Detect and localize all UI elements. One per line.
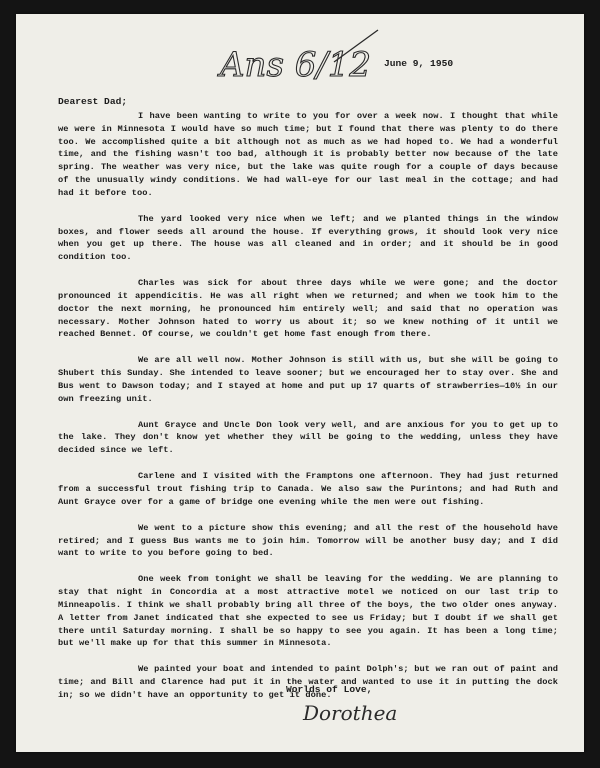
paragraph-7: We went to a picture show this evening; and all the rest of the household have retired; and I guess Bus wants me to join him. Tomorrow will be another busy day; and I did want to write to you before going to bed.	[58, 522, 558, 559]
closing: Worlds of Love,	[286, 684, 373, 695]
paragraph-6: Carlene and I visited with the Framptons one afternoon. They had just returned from a successful trout fishing trip to Canada. We also saw the Purintons; and had Ruth and Aunt Grayce over for a game of bridge one evening while the men were out fishing.	[58, 471, 558, 507]
signature-text: Dorothea	[303, 701, 398, 725]
letter-date: June 9, 1950	[384, 58, 454, 69]
paragraph-9: We painted your boat and intended to paint Dolph's; but we ran out of paint and time; and Bill and Clarence had put it in the water and wanted to use it in putting the dock in; so we didn't have an opportunity to get it done.	[58, 664, 558, 700]
paragraph-1: I have been wanting to write to you for over a week now. I thought that while we were in Minnesota I would have so much time; but I found that there was plenty to do there too. We accomplished quite a bit although not as much as we had hoped to. We had a wonderful time, and the fishing wasn't too bad, although it is probably better now because of the late spring. The weather was very nice, but the lake was quite rough for a couple of days because of the unusually windy conditions. We had wall-eye for our last meal in the cottage; and had had it before too.	[58, 111, 558, 198]
signature	[301, 694, 421, 730]
paragraph-8: One week from tonight we shall be leaving for the wedding. We are planning to stay that night in Concordia at a most attractive motel we noticed on our last trip to Minneapolis. I think we shall probably bring all three of the boys, the two older ones anyway. A letter from Janet indicated that she expected to see us Friday; but I doubt if we shall get there until Saturday morning. I shall be so happy to see you again. It has been a long time; but we'll make up for that this summer in Minnesota.	[58, 574, 558, 649]
letter-page	[16, 14, 584, 752]
handwritten-note-text: Ans 6/12	[220, 45, 372, 85]
paragraph-5: Aunt Grayce and Uncle Don look very well, and are anxious for you to get up to the lake. They don't know yet whether they will be going to the wedding, unless they have decided since we left.	[58, 419, 558, 456]
paragraph-4: We are all well now. Mother Johnson is still with us, but she will be going to Shubert this Sunday. She intended to leave sooner; but we encouraged her to stay over. She and Bus went to Dawson today; and I stayed at home and put up 17 quarts of strawberries—10½ in our own freezing unit.	[58, 355, 558, 404]
paragraph-3: Charles was sick for about three days while we were gone; and the doctor pronounced it appendicitis. He was all right when we returned; and when we took him to the doctor the next morning, he pronounced him entirely well; and said that no operation was necessary. Mother Johnson hated to worry us about it; so we knew nothing of it until we reached Bennet. Of course, we couldn't get home fast enough from there.	[58, 278, 558, 340]
handwritten-reply-note	[216, 24, 386, 94]
salutation: Dearest Dad;	[58, 96, 128, 107]
letter-body	[58, 110, 558, 715]
paragraph-2: The yard looked very nice when we left; and we planted things in the window boxes, and flower seeds all around the house. If everything grows, it should look very nice when you get up there. The house was all cleaned and in order; and it should be in good condition too.	[58, 213, 558, 263]
